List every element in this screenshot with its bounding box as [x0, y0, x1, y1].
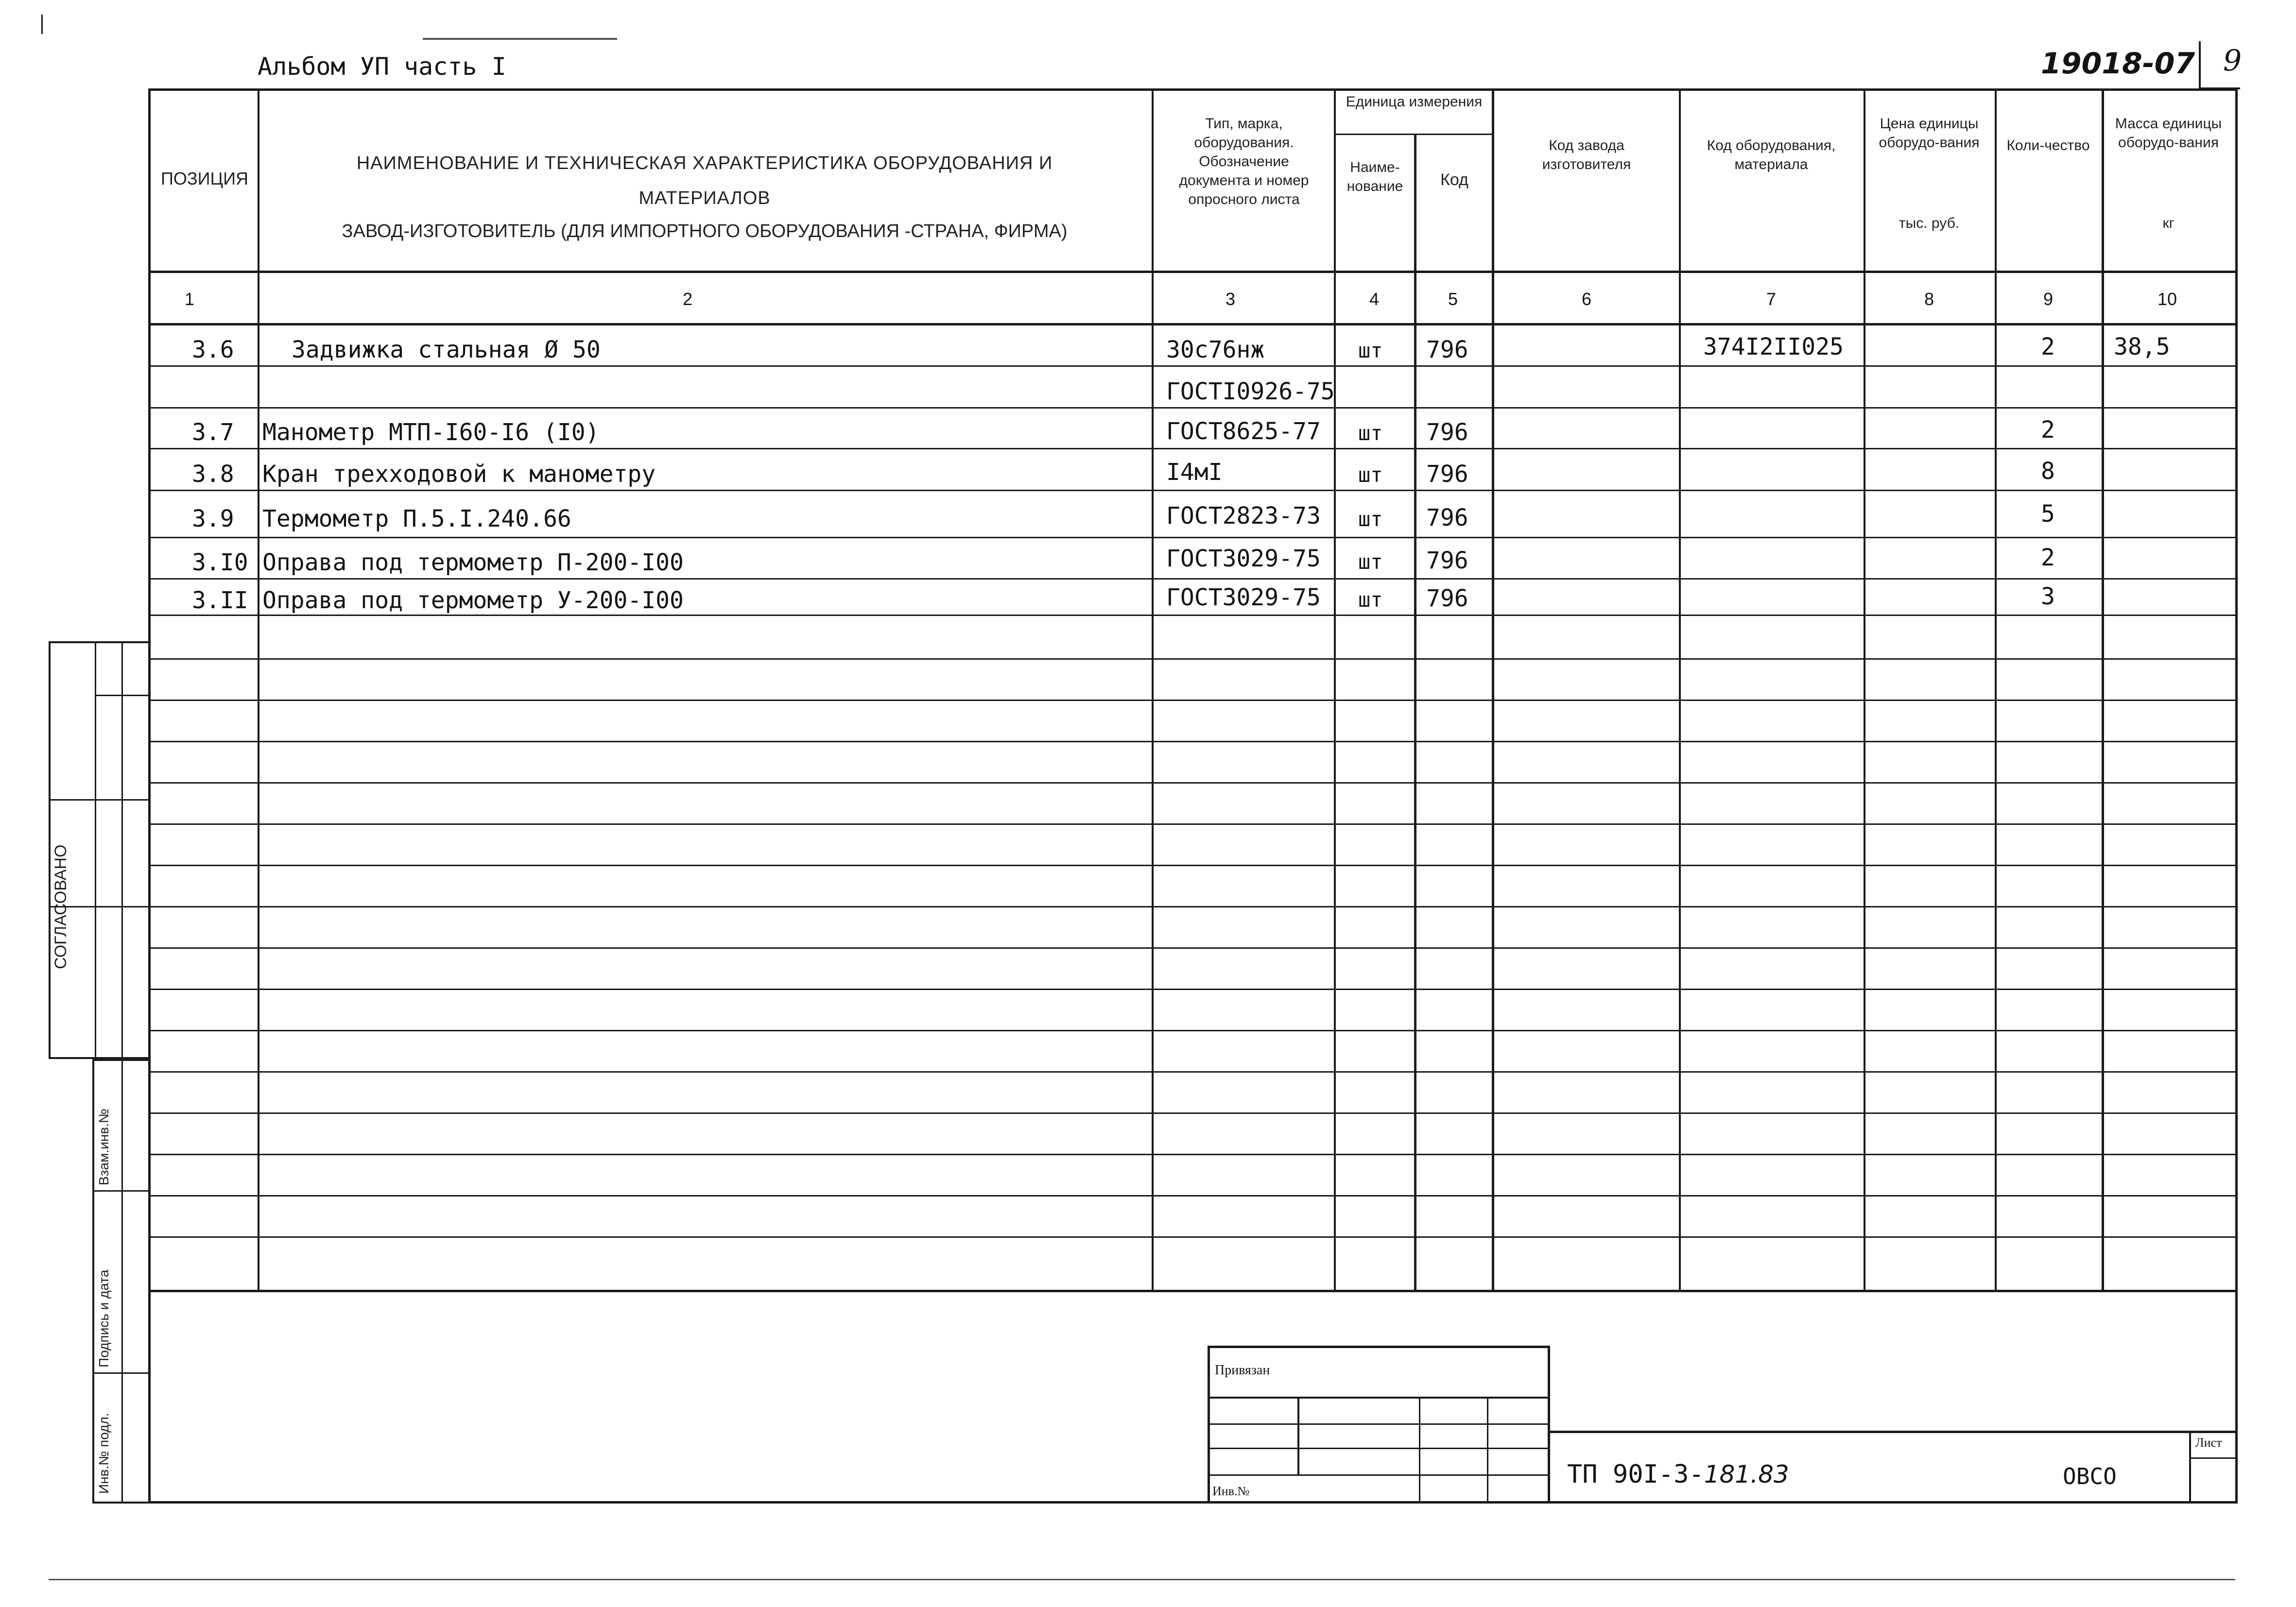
- column-number: 7: [1766, 289, 1777, 309]
- col-line-2: [1152, 88, 1154, 1291]
- row-unit: шт: [1358, 339, 1383, 362]
- row-quantity: 2: [2041, 333, 2055, 360]
- row-type: ГОСТ3029-75: [1166, 584, 1321, 611]
- col-line-9: [2102, 88, 2104, 1291]
- inventory-row-line: [92, 1372, 149, 1374]
- inventory-col-line: [121, 1059, 123, 1504]
- row-unit: шт: [1358, 507, 1383, 531]
- header-unit-name: Наиме-нование: [1347, 159, 1403, 194]
- row-unit-code: 796: [1426, 547, 1468, 574]
- inventory-row-line: [92, 1190, 149, 1192]
- row-type: I4мI: [1166, 459, 1223, 486]
- row-line: [148, 365, 2238, 367]
- column-number: 10: [2157, 289, 2177, 309]
- row-type: ГОСТ2823-73: [1166, 502, 1321, 530]
- page-number-box-left: [2199, 41, 2201, 88]
- col-line-3: [1334, 88, 1336, 1291]
- row-name: Оправа под термометр У-200-I00: [262, 587, 684, 614]
- page-number: 9: [2223, 44, 2242, 78]
- row-line: [148, 1030, 2238, 1031]
- row-line: [148, 865, 2238, 866]
- bound-box-line: [1208, 1448, 1550, 1449]
- frame-top: [148, 88, 2238, 91]
- stamp-col-line: [121, 641, 123, 1059]
- row-quantity: 3: [2041, 583, 2055, 610]
- row-line: [148, 1071, 2238, 1073]
- row-position: 3.6: [192, 336, 234, 363]
- unit-group-divider: [1334, 134, 1492, 135]
- project-code-prefix: ТП 90I-3-: [1567, 1460, 1704, 1489]
- margin-tick: [41, 15, 43, 34]
- header-name-line3: ЗАВОД-ИЗГОТОВИТЕЛЬ (ДЛЯ ИМПОРТНОГО ОБОРУДОВАНИЯ -СТРАНА, ФИРМА): [342, 221, 1068, 241]
- signature-date-label: Подпись и дата: [96, 1269, 111, 1368]
- header-quantity: Коли-чество: [2006, 137, 2090, 154]
- row-line: [148, 1154, 2238, 1155]
- col-line-8: [1995, 88, 1997, 1291]
- column-number: 5: [1448, 289, 1458, 309]
- row-name: Термометр П.5.I.240.66: [262, 505, 571, 532]
- row-position: 3.7: [192, 419, 234, 446]
- bound-box-inventory-label: Инв.№: [1212, 1484, 1250, 1498]
- col-line-7: [1864, 88, 1865, 1291]
- bound-box-title: Привязан: [1215, 1363, 1270, 1378]
- bound-box-col: [1419, 1397, 1420, 1504]
- frame-right-upper: [2235, 88, 2238, 1291]
- column-number: 8: [1924, 289, 1934, 309]
- header-unit-group: Единица измерения: [1346, 94, 1483, 110]
- project-code-suffix: 181.83: [1704, 1460, 1789, 1488]
- row-name: Кран трехходовой к манометру: [262, 461, 656, 488]
- column-number: 9: [2043, 289, 2054, 309]
- row-line: [148, 989, 2238, 990]
- row-unit-code: 796: [1426, 336, 1468, 363]
- row-line: [148, 658, 2238, 660]
- row-quantity: 5: [2041, 500, 2055, 528]
- row-name: Оправа под термометр П-200-I00: [262, 549, 684, 576]
- header-mass-unit: кг: [2162, 215, 2175, 231]
- original-inventory-label: Инв.№ подл.: [96, 1413, 111, 1494]
- stamp-row-line: [95, 695, 149, 696]
- bound-box-line: [1208, 1474, 1550, 1476]
- row-line: [148, 906, 2238, 907]
- row-mass: 38,5: [2114, 333, 2170, 360]
- project-code: [1567, 1460, 1789, 1489]
- row-line: [148, 782, 2238, 784]
- header-price: Цена единицы оборудо-вания: [1879, 116, 1980, 151]
- row-position: 3.9: [192, 505, 234, 532]
- header-mass: Масса единицы оборудо-вания: [2115, 116, 2222, 151]
- header-price-unit: тыс. руб.: [1899, 215, 1960, 231]
- section-code: ОВСО: [2063, 1463, 2117, 1489]
- row-position: 3.I0: [192, 549, 248, 576]
- header-type: Тип, марка, оборудования. Обозначение документа и номер опросного листа: [1179, 116, 1309, 207]
- column-number: 3: [1225, 289, 1236, 309]
- table-bottom: [148, 1290, 2238, 1292]
- col-line-4: [1414, 134, 1416, 1291]
- sheet-bottom-rule: [49, 1579, 2235, 1580]
- row-position: 3.8: [192, 461, 234, 488]
- bound-box-col: [1297, 1397, 1299, 1474]
- title-block-divider: [2189, 1431, 2191, 1504]
- row-line: [148, 407, 2238, 409]
- stamp-col-line: [95, 641, 96, 1059]
- row-unit: шт: [1358, 421, 1383, 445]
- row-quantity: 8: [2041, 458, 2055, 485]
- row-name: Манометр МТП-I60-I6 (I0): [262, 419, 600, 446]
- replace-inventory-label: Взам.инв.№: [96, 1109, 111, 1185]
- row-quantity: 2: [2041, 544, 2055, 571]
- header-unit-code: Код: [1440, 171, 1468, 189]
- stamp-row-line: [49, 799, 149, 801]
- row-line: [148, 448, 2238, 449]
- row-unit-code: 796: [1426, 461, 1468, 488]
- row-line: [148, 615, 2238, 616]
- row-type: ГОСТ8625-77: [1166, 418, 1321, 445]
- header-position: ПОЗИЦИЯ: [161, 169, 248, 188]
- row-line: [148, 537, 2238, 538]
- sheet-top-rule: [423, 38, 617, 40]
- row-position: 3.II: [192, 587, 248, 614]
- row-type: 30с76нж: [1166, 336, 1265, 363]
- col-line-5: [1492, 88, 1494, 1291]
- header-name-line2: МАТЕРИАЛОВ: [639, 188, 771, 208]
- row-line: [148, 947, 2238, 949]
- header-name-line1: НАИМЕНОВАНИЕ И ТЕХНИЧЕСКАЯ ХАРАКТЕРИСТИКА ОБОРУДОВАНИЯ И: [356, 153, 1053, 173]
- row-line: [148, 1112, 2238, 1114]
- row-unit: шт: [1358, 588, 1383, 612]
- row-equipment-code: 374I2II025: [1703, 333, 1844, 360]
- col-line-1: [258, 88, 259, 1291]
- row-unit: шт: [1358, 550, 1383, 574]
- row-quantity: 2: [2041, 416, 2055, 444]
- title-block-divider: [2189, 1457, 2238, 1459]
- row-line: [148, 490, 2238, 491]
- header-plant-code: Код завода изготовителя: [1542, 137, 1631, 172]
- column-number: 1: [184, 289, 195, 309]
- agreed-label: СОГЛАСОВАНО: [52, 844, 70, 969]
- header-equipment-code: Код оборудования, материала: [1707, 137, 1836, 172]
- column-number: 2: [682, 289, 693, 309]
- sheet-label: Лист: [2195, 1436, 2222, 1450]
- doc-number: 19018-07: [2041, 47, 2195, 81]
- row-type: ГОСТI0926-75: [1166, 378, 1335, 405]
- colnum-bottom: [148, 323, 2238, 325]
- col-line-6: [1679, 88, 1681, 1291]
- row-unit-code: 796: [1426, 419, 1468, 446]
- column-number: 6: [1581, 289, 1592, 309]
- row-unit-code: 796: [1426, 504, 1468, 531]
- row-unit: шт: [1358, 463, 1383, 487]
- album-label: Альбом УП часть I: [258, 52, 506, 81]
- row-line: [148, 700, 2238, 701]
- row-line: [148, 741, 2238, 742]
- row-line: [148, 1195, 2238, 1197]
- row-unit-code: 796: [1426, 585, 1468, 612]
- bound-box-col: [1487, 1397, 1488, 1504]
- row-line: [148, 1236, 2238, 1238]
- row-name: Задвижка стальная Ø 50: [292, 336, 601, 363]
- row-type: ГОСТ3029-75: [1166, 545, 1321, 572]
- header-bottom: [148, 271, 2238, 273]
- bound-box-line: [1208, 1423, 1550, 1425]
- column-number: 4: [1369, 289, 1380, 309]
- row-line: [148, 823, 2238, 825]
- bound-box-line: [1208, 1397, 1550, 1399]
- row-line: [148, 578, 2238, 580]
